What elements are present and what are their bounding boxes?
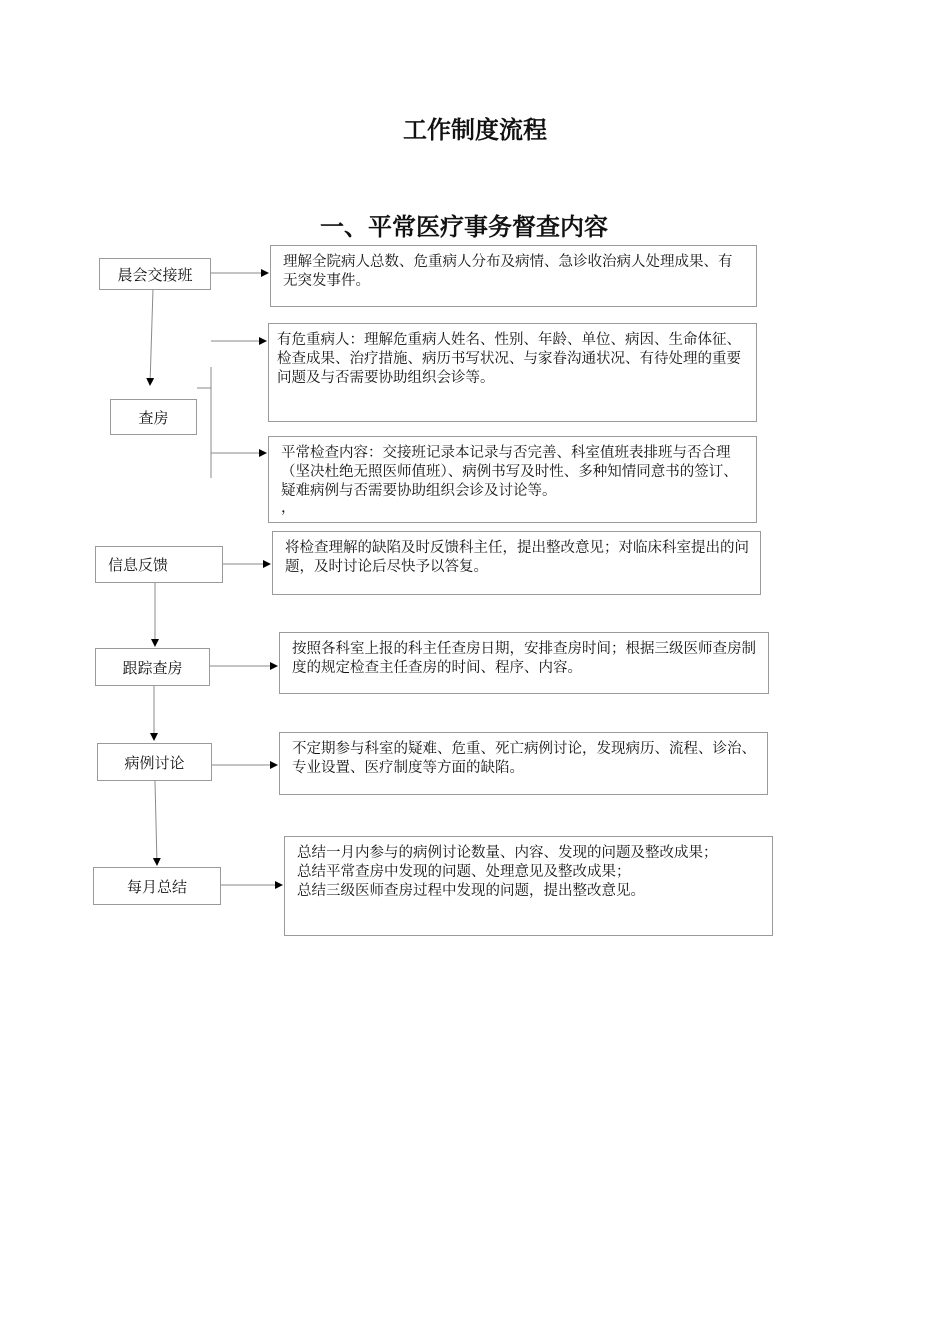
desc-routine-check-text: 平常检查内容：交接班记录本记录与否完善、科室值班表排班与否合理（坚决杜绝无照医师值班）、病例书写及时性、多种知情同意书的签订、疑难病例与否需要协助组织会诊及讨论等。: [281, 445, 738, 499]
step-handover-label: 晨会交接班: [117, 265, 193, 284]
step-ward-round-label: 查房: [138, 408, 169, 427]
step-follow-up: [95, 648, 210, 686]
desc-follow-up: [279, 632, 769, 694]
desc-monthly-summary-line-1: 总结一月内参与的病例讨论数量、内容、发现的问题及整改成果；: [297, 845, 718, 861]
page-title: 工作制度流程: [403, 116, 547, 144]
desc-feedback-text: 将检查理解的缺陷及时反馈科主任，提出整改意见；对临床科室提出的问题，及时讨论后尽快予以答复。: [285, 540, 749, 575]
arrow-down-4: [155, 781, 157, 865]
step-ward-round: [110, 399, 197, 435]
desc-handover: [270, 245, 757, 307]
desc-feedback: [272, 531, 761, 595]
desc-handover-text: 理解全院病人总数、危重病人分布及病情、急诊收治病人处理成果、有无突发事件。: [283, 254, 733, 289]
step-handover: [99, 258, 211, 290]
step-feedback-label: 信息反馈: [108, 556, 169, 574]
desc-case-discussion-text: 不定期参与科室的疑难、危重、死亡病例讨论，发现病历、流程、诊治、专业设置、医疗制度等方面的缺陷。: [292, 741, 756, 776]
step-monthly-summary: [93, 867, 221, 905]
section-title: 一、平常医疗事务督查内容: [320, 213, 608, 241]
desc-routine-check: [268, 436, 757, 523]
step-follow-up-label: 跟踪查房: [122, 658, 183, 677]
step-case-discussion: [97, 743, 212, 781]
desc-routine-check-tail: ，: [281, 500, 296, 516]
desc-critical-patients-text: 有危重病人：理解危重病人姓名、性别、年龄、单位、病因、生命体征、检查成果、治疗措施、病历书写状况、与家眷沟通状况、有待处理的重要问题及与否需要协助组织会诊等。: [277, 332, 741, 386]
desc-follow-up-text: 按照各科室上报的科主任查房日期，安排查房时间；根据三级医师查房制度的规定检查主任查房的时间、程序、内容。: [292, 641, 756, 676]
step-case-discussion-label: 病例讨论: [124, 753, 185, 772]
desc-monthly-summary: [284, 836, 773, 936]
desc-case-discussion: [279, 732, 768, 795]
step-feedback: [95, 546, 223, 583]
desc-monthly-summary-line-3: 总结三级医师查房过程中发现的问题，提出整改意见。: [297, 883, 645, 899]
desc-monthly-summary-line-2: 总结平常查房中发现的问题、处理意见及整改成果；: [297, 864, 631, 880]
step-monthly-summary-label: 每月总结: [126, 877, 187, 896]
arrow-down-1: [150, 289, 153, 385]
desc-critical-patients: [268, 323, 757, 422]
